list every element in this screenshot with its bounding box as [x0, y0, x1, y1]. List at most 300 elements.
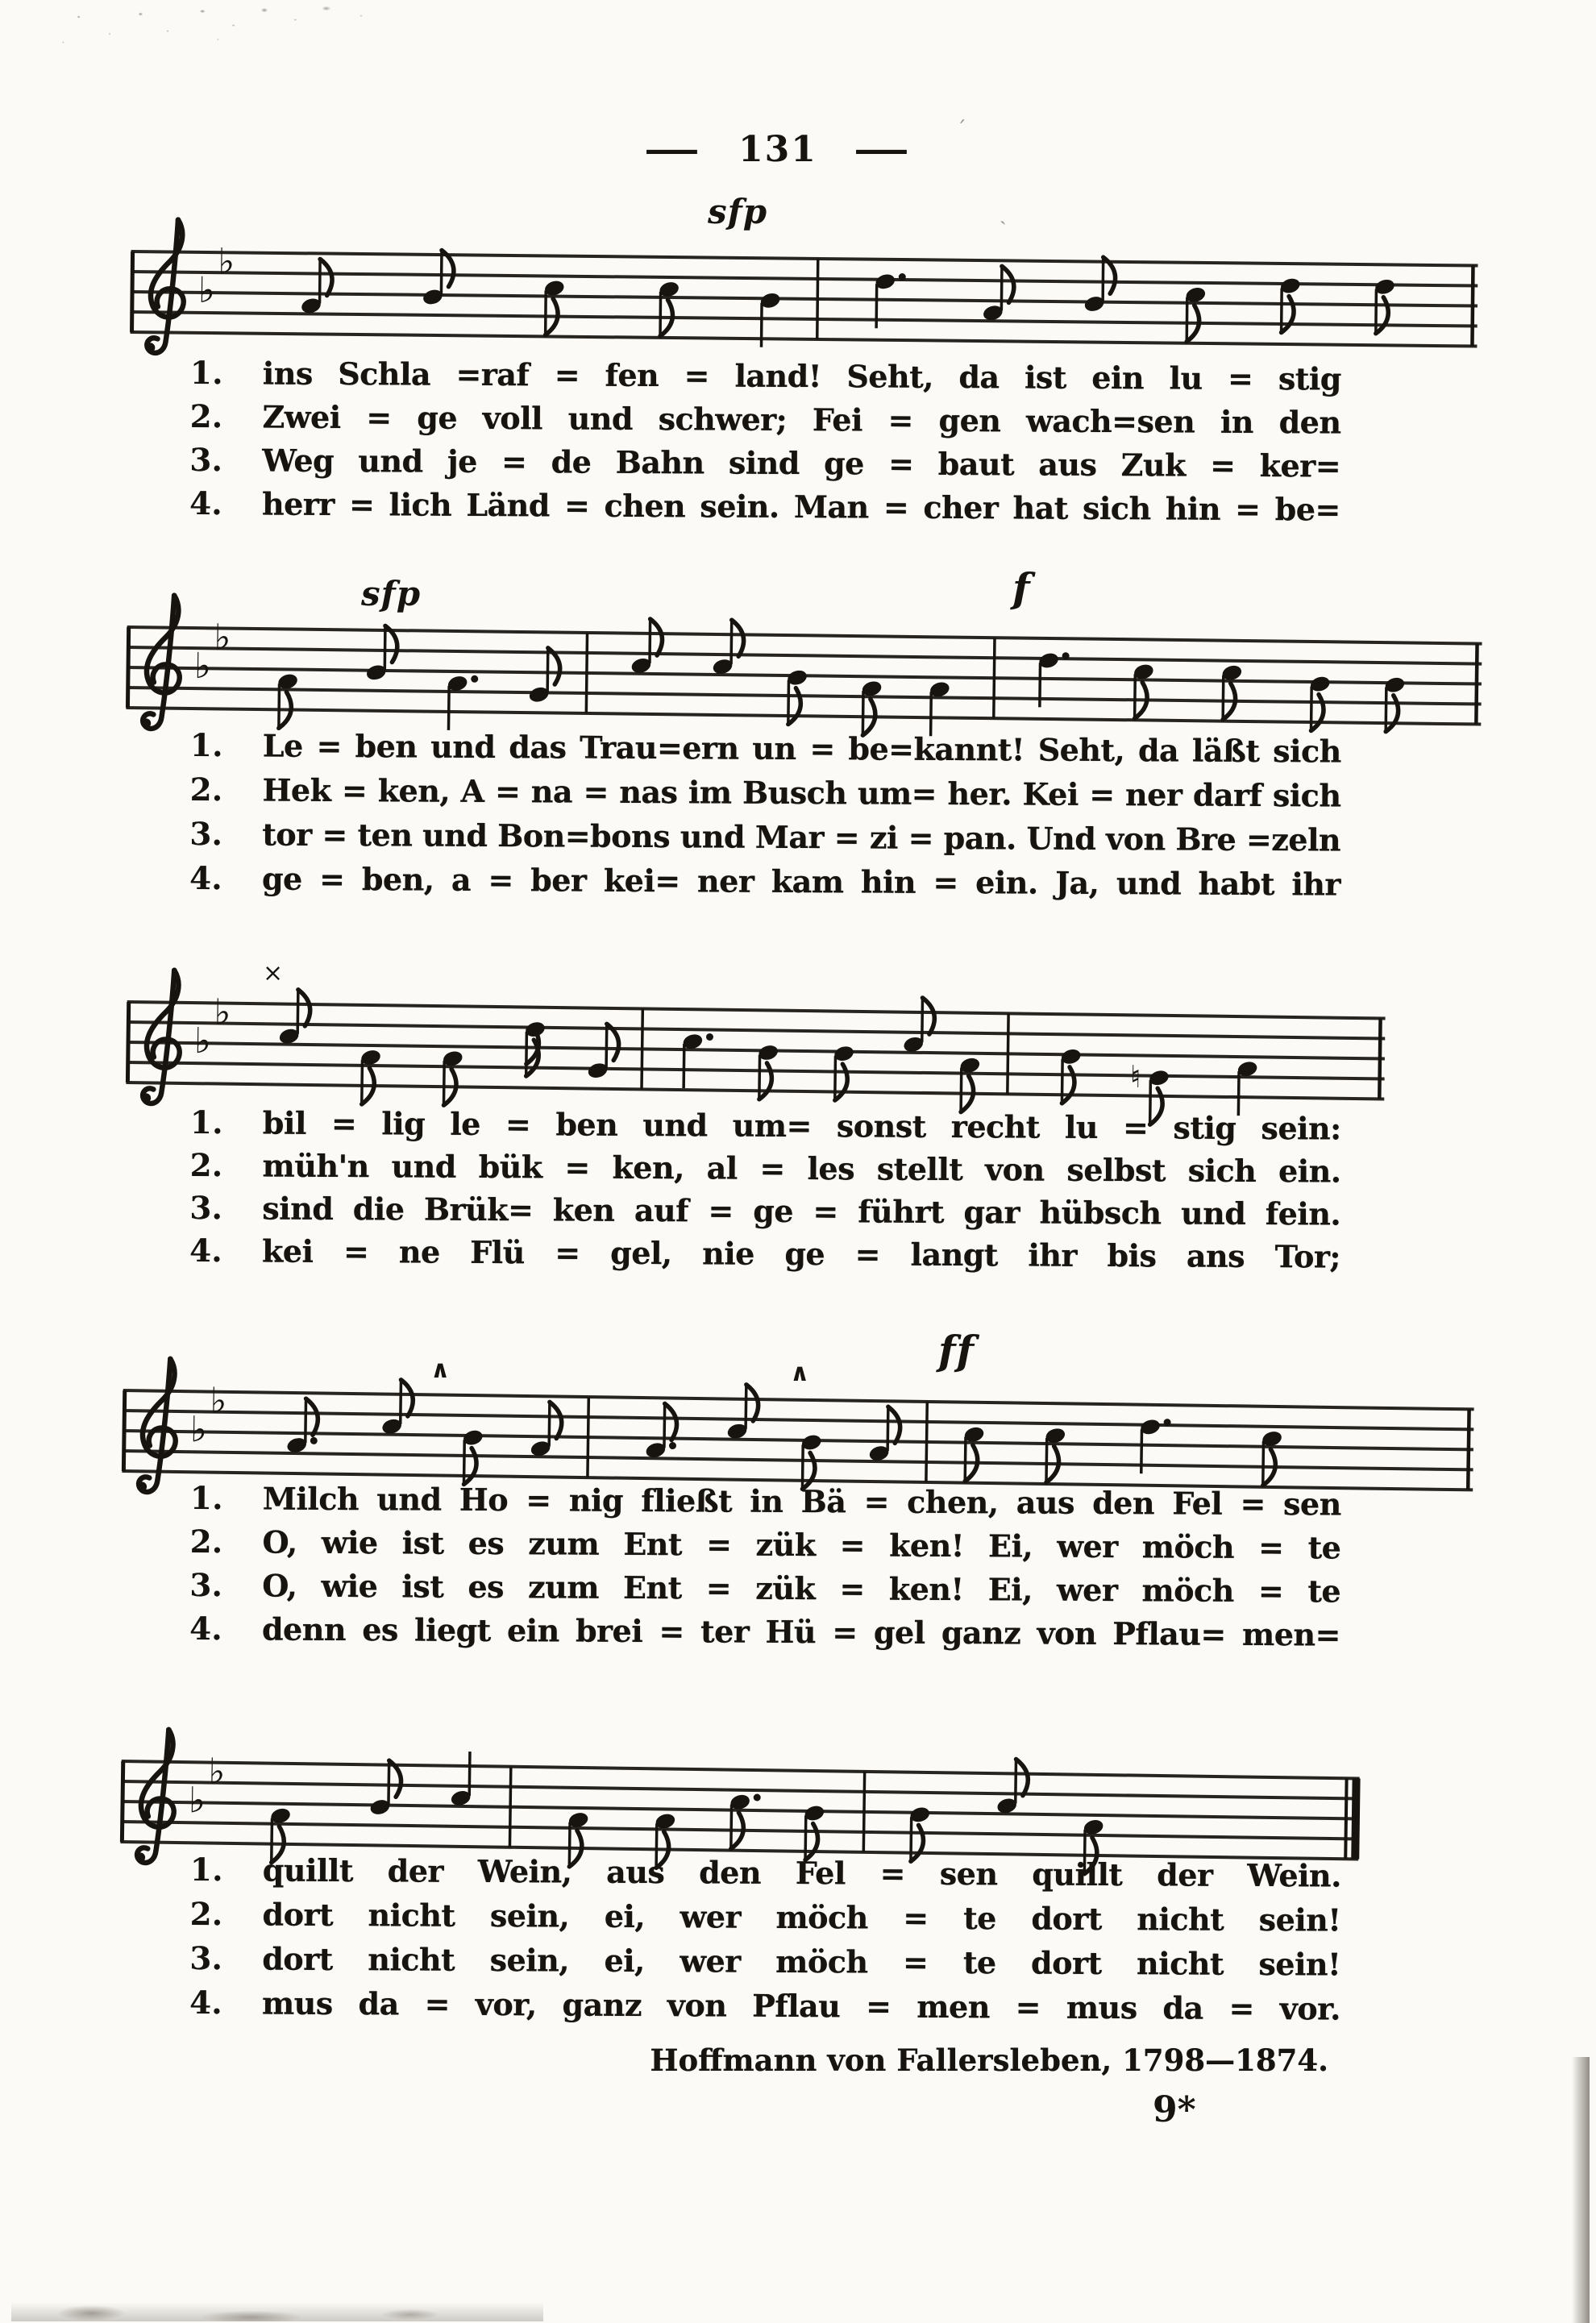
lyric-word: =: [863, 1483, 890, 1520]
note-flag: [664, 1403, 677, 1440]
lyric-word: von: [667, 1987, 727, 2024]
lyric-word: es: [468, 1568, 505, 1606]
lyric-word: =: [348, 486, 375, 523]
lyric-word: sen: [939, 1855, 998, 1893]
lyric-word: ge: [261, 860, 302, 897]
note-flag: [401, 1380, 414, 1416]
end-barline: [1379, 1018, 1380, 1099]
lyric-word: a: [451, 861, 472, 898]
lyric-word: dort: [1031, 1900, 1103, 1937]
lyric-word: den: [699, 1854, 762, 1891]
flat-sign-icon: ♭: [218, 241, 235, 283]
eighth-note-icon: [1083, 257, 1115, 314]
lyric-word: Seht,: [1037, 731, 1125, 769]
system-start-barline: [127, 1002, 128, 1083]
staff-line: [131, 251, 1478, 265]
lyric-words: [263, 1481, 1341, 1523]
eighth-note-icon: [586, 1024, 619, 1080]
staff-line: [127, 1022, 1385, 1038]
lyric-word: =: [501, 443, 527, 480]
lyric-word: das: [509, 729, 567, 766]
lyric-word: =: [887, 401, 914, 438]
verse-number: 4.: [189, 1610, 222, 1648]
lyric-word: A: [460, 772, 484, 809]
lyric-line: [185, 1896, 1361, 1944]
lyric-word: wie: [321, 1523, 378, 1561]
lyric-line: [185, 442, 1361, 490]
lyric-word: =: [1122, 1109, 1149, 1146]
lyric-word: te: [963, 1900, 997, 1937]
lyric-word: habt: [1198, 865, 1275, 903]
lyric-word: Wein.: [1247, 1856, 1341, 1894]
lyric-word: =zeln: [1245, 821, 1341, 858]
lyric-line: [185, 771, 1361, 820]
lyric-word: der: [387, 1852, 444, 1889]
barline: [817, 259, 818, 339]
lyric-word: =: [1227, 359, 1253, 397]
lyric-words: [262, 1191, 1340, 1232]
note-flag: [759, 1063, 772, 1099]
verse-number: 1.: [189, 1480, 223, 1518]
lyric-word: =raf: [455, 355, 530, 393]
page-number-dash: —: [643, 129, 703, 170]
lyric-word: möch: [775, 1898, 868, 1936]
eighth-note-icon: [1260, 1429, 1283, 1486]
lyric-word: tor: [262, 816, 312, 853]
eighth-note-icon: [441, 1049, 464, 1105]
barline: [926, 1402, 927, 1482]
lyric-word: Weg: [262, 442, 335, 479]
lyric-word: sind: [728, 444, 800, 481]
lyric-word: Länd: [466, 486, 551, 524]
lyric-word: men=: [1241, 1615, 1341, 1653]
lyric-words: [262, 772, 1340, 814]
lyric-word: ihr: [1028, 1236, 1078, 1274]
lyric-word: chen: [604, 487, 686, 525]
lyrics-block-4: [185, 1480, 1362, 1672]
lyric-words: [263, 728, 1341, 770]
flat-sign-icon: ♭: [189, 1409, 208, 1451]
verse-number: 3.: [189, 442, 223, 480]
end-barline: [1476, 643, 1477, 724]
eighth-note-icon: [542, 279, 566, 335]
quarter-note-icon: [1236, 1059, 1259, 1116]
verse-number: 4.: [189, 860, 222, 898]
note-flag: [549, 1402, 562, 1438]
lyric-word: zük: [755, 1526, 816, 1564]
lyric-word: =: [563, 487, 590, 524]
lyric-words: [262, 486, 1340, 528]
eighth-note-icon: [860, 679, 883, 735]
staff-line: [127, 1062, 1385, 1078]
eighth-note-icon: [867, 1407, 900, 1463]
lyric-word: Zwei: [262, 398, 341, 436]
eighth-note-icon: [300, 259, 332, 315]
lyric-word: im: [688, 774, 732, 811]
lyric-word: nig: [568, 1481, 624, 1519]
lyric-word: ben: [555, 1106, 618, 1143]
lyric-word: fließt: [641, 1481, 733, 1519]
staff-line: [122, 1761, 1360, 1778]
lyric-word: und: [1116, 865, 1182, 902]
lyric-word: kei=: [603, 862, 680, 900]
scan-speckle-artifact: [32, 0, 419, 56]
flat-sign-icon: ♭: [214, 991, 231, 1033]
lyric-line: [185, 1940, 1361, 1988]
lyric-word: und: [642, 1106, 708, 1144]
augmentation-dot: [310, 1437, 318, 1444]
lyric-word: es: [468, 1524, 505, 1562]
lyric-word: bil: [262, 1104, 306, 1141]
lyric-word: liegt: [414, 1611, 491, 1648]
lyric-word: da: [358, 1985, 399, 2022]
barline: [586, 633, 587, 713]
lyric-word: ner: [696, 862, 754, 900]
lyric-word: chen,: [907, 1483, 999, 1521]
lyric-word: =: [933, 863, 958, 901]
lyric-word: fen: [605, 356, 659, 394]
lyric-word: führt: [858, 1193, 945, 1230]
flat-sign-icon: ♭: [197, 269, 216, 312]
flat-sign-icon: ♭: [208, 1751, 226, 1793]
eighth-note-icon: [982, 266, 1014, 322]
lyric-word: sich: [1272, 777, 1341, 814]
lyric-word: vor,: [475, 1985, 537, 2023]
lyric-word: gen: [938, 401, 1001, 439]
quarter-note-icon: [446, 674, 478, 730]
note-flag: [1376, 297, 1389, 334]
lyrics-block-1: [185, 355, 1362, 546]
lyric-word: zük: [755, 1569, 816, 1607]
augmentation-dot: [471, 675, 478, 683]
lyric-word: brei: [575, 1612, 643, 1649]
lyric-word: te: [1307, 1529, 1341, 1566]
lyric-word: wer: [680, 1943, 741, 1980]
lyric-word: =: [564, 1149, 590, 1186]
lyric-word: her.: [947, 775, 1012, 812]
note-flag: [1062, 1067, 1074, 1103]
dynamic-marking: ×: [263, 959, 284, 987]
staff-line: [127, 627, 1482, 644]
barline: [994, 638, 995, 718]
lyric-word: und: [376, 1481, 442, 1518]
lyric-word: =: [659, 1613, 684, 1650]
lyric-word: Wein,: [477, 1852, 572, 1890]
lyric-word: Hü: [765, 1613, 817, 1651]
lyric-line: [185, 1567, 1361, 1615]
lyric-word: kam: [771, 862, 844, 900]
verse-number: 2.: [189, 1896, 223, 1934]
natural-sign-icon: ♮: [1129, 1058, 1141, 1095]
barline: [509, 1767, 510, 1847]
lyric-word: ins: [262, 355, 313, 392]
note-flag: [922, 998, 935, 1034]
lyric-word: sein,: [489, 1941, 570, 1979]
lyric-word: gel: [873, 1614, 925, 1651]
lyric-word: =: [554, 356, 580, 393]
lyric-word: pan.: [943, 819, 1016, 857]
lyric-word: =: [908, 819, 934, 856]
lyric-line: [185, 398, 1361, 447]
lyric-word: =: [366, 399, 392, 436]
lyric-word: müh'n: [262, 1147, 369, 1185]
lyric-word: Milch: [262, 1480, 360, 1518]
lyric-word: der: [1157, 1856, 1213, 1893]
lyric-words: [262, 1148, 1340, 1190]
verse-number: 3.: [189, 1940, 223, 1978]
lyric-word: mus: [261, 1984, 333, 2022]
staff-line: [131, 292, 1478, 305]
lyric-word: denn: [261, 1610, 347, 1648]
lyric-word: wach=sen: [1026, 402, 1195, 440]
lyric-word: =: [1089, 775, 1115, 813]
lyric-word: al: [706, 1149, 738, 1186]
lyric-words: [262, 1233, 1340, 1275]
eighth-note-icon: [711, 620, 744, 676]
lyric-word: um=: [857, 775, 937, 812]
lyric-word: ben: [355, 728, 418, 765]
accent-mark: ∧: [430, 1356, 451, 1384]
final-barline: [1345, 1778, 1346, 1859]
lyric-word: dort: [262, 1940, 333, 1977]
lyric-word: ist: [401, 1568, 444, 1605]
verse-number: 2.: [189, 1147, 223, 1185]
lyric-word: in: [1220, 403, 1254, 440]
note-flag: [887, 1407, 900, 1443]
flat-sign-icon: ♭: [214, 617, 231, 659]
lyric-word: voll: [482, 399, 543, 437]
lyric-word: sich: [1082, 489, 1151, 527]
verse-number: 3.: [189, 1190, 223, 1228]
eighth-note-icon: [276, 672, 299, 729]
note-flag: [1001, 266, 1014, 302]
lyric-word: aus: [1038, 446, 1097, 483]
lyric-word: ker=: [1259, 447, 1341, 484]
lyric-word: =: [319, 860, 345, 898]
eighth-note-icon: [1043, 1426, 1066, 1482]
note-flag: [650, 619, 663, 655]
lyric-word: quillt: [1032, 1855, 1123, 1893]
lyric-word: =: [809, 730, 835, 767]
lyric-word: ter: [700, 1613, 750, 1650]
quarter-note-icon: [681, 1032, 713, 1088]
lyric-words: [262, 817, 1340, 858]
staff-line: [123, 1390, 1474, 1409]
lyric-word: Flü: [470, 1233, 525, 1271]
lyric-line: [185, 1147, 1361, 1195]
lyric-word: =: [330, 1104, 357, 1142]
verse-number: 4.: [189, 485, 222, 523]
lyric-word: ein.: [1278, 1153, 1341, 1190]
lyric-word: =: [1210, 447, 1236, 484]
lyric-word: ganz: [562, 1986, 642, 2023]
lyric-word: =: [555, 1234, 580, 1271]
lyric-word: gel,: [610, 1234, 672, 1272]
lyric-line: [185, 1104, 1362, 1153]
system-start-barline: [127, 627, 128, 708]
lyric-word: Bon=bons: [497, 817, 671, 855]
lyric-line: [185, 1984, 1361, 2033]
lyric-word: =: [424, 1985, 451, 2022]
note-flag: [746, 1385, 759, 1421]
system-start-barline: [123, 1390, 124, 1471]
system-start-barline: [122, 1761, 123, 1842]
scan-edge-shadow: [1572, 2057, 1590, 2323]
lyric-word: Bre: [1175, 821, 1236, 858]
lyric-word: mus: [1066, 1988, 1137, 2026]
eighth-note-icon: [285, 1398, 318, 1455]
lyric-word: Ent: [622, 1569, 682, 1606]
lyric-word: den: [1278, 404, 1341, 441]
staff-line: [127, 1042, 1385, 1058]
lyric-word: ge: [753, 1192, 794, 1229]
lyric-word: nie: [702, 1235, 755, 1272]
lyric-word: und: [391, 1148, 457, 1185]
dynamic-marking: sfp: [361, 574, 422, 613]
lyric-words: [262, 861, 1340, 903]
lyric-word: da: [1137, 732, 1179, 769]
lyric-word: aus: [606, 1853, 665, 1891]
lyric-word: Zuk: [1120, 447, 1187, 484]
lyric-word: Pflau=: [1112, 1615, 1226, 1652]
lyric-words: [262, 1985, 1340, 2027]
lyric-word: ans: [1186, 1237, 1245, 1274]
lyric-word: und: [680, 818, 746, 855]
lyric-word: =: [583, 773, 609, 810]
lyric-word: =: [708, 1192, 734, 1229]
lyric-word: =: [705, 1569, 732, 1606]
lyric-word: =: [488, 861, 513, 899]
barline: [863, 1772, 864, 1852]
staff-line: [127, 1002, 1386, 1018]
lyric-word: von: [1105, 820, 1166, 858]
lyric-word: Hek: [262, 771, 331, 808]
lyric-word: Fel: [795, 1854, 846, 1892]
dynamic-marking: ˏ: [1000, 202, 1007, 226]
augmentation-dot: [706, 1033, 713, 1041]
lyric-word: Seht,: [846, 358, 934, 395]
lyric-word: Tor;: [1274, 1238, 1341, 1275]
lyric-word: stig: [1173, 1109, 1236, 1146]
lyric-word: =: [494, 773, 521, 810]
lyric-word: darf: [1192, 776, 1262, 813]
lyric-word: und: [358, 443, 423, 480]
lyric-word: te: [1307, 1573, 1341, 1610]
lyric-word: Ja,: [1055, 864, 1099, 901]
flat-sign-icon: ♭: [188, 1780, 206, 1822]
lyric-word: auf: [634, 1191, 689, 1229]
lyric-word: möch: [1141, 1572, 1234, 1609]
lyric-word: men: [916, 1988, 991, 2026]
note-flag: [1282, 296, 1295, 332]
page-number: [0, 129, 1556, 170]
verse-number: 4.: [189, 1232, 222, 1270]
dynamic-marking: ff: [938, 1327, 975, 1374]
lyric-word: lig: [381, 1105, 426, 1142]
lyric-word: langt: [910, 1236, 999, 1274]
lyric-word: =: [866, 1988, 892, 2025]
staff-line: [123, 1451, 1473, 1469]
dynamic-marking: ˊ: [956, 118, 966, 142]
lyric-word: schwer;: [658, 401, 788, 438]
lyric-word: stig: [1278, 360, 1341, 397]
lyric-word: und: [1180, 1195, 1246, 1232]
lyric-word: je: [447, 443, 477, 480]
lyric-word: bük: [478, 1148, 542, 1186]
lyric-word: bis: [1107, 1236, 1157, 1274]
lyric-word: Kei: [1022, 775, 1079, 812]
lyric-word: un: [752, 729, 796, 767]
eighth-note-icon: [368, 1760, 401, 1817]
lyric-word: Schla: [338, 355, 431, 393]
lyric-word: =: [341, 772, 368, 809]
note-flag: [297, 990, 310, 1026]
lyric-word: um=: [732, 1107, 813, 1145]
verse-number: 1.: [189, 727, 223, 765]
lyric-word: dort: [262, 1896, 334, 1933]
lyric-word: sein!: [1258, 1901, 1341, 1939]
lyric-word: ein: [1091, 359, 1145, 397]
lyric-word: ganz: [941, 1614, 1021, 1652]
staff-line: [127, 647, 1482, 664]
lyric-word: ken,: [612, 1149, 685, 1186]
lyric-line: [185, 1610, 1361, 1659]
lyric-line: [185, 1851, 1362, 1900]
quarter-note-icon: [449, 1752, 472, 1808]
lyric-word: ben,: [361, 861, 434, 898]
lyric-line: [185, 1232, 1361, 1281]
augmentation-dot: [669, 1442, 676, 1449]
lyric-word: =: [832, 1614, 858, 1651]
staff-line: [126, 708, 1481, 725]
lyric-word: ken!: [888, 1570, 964, 1608]
lyric-line: [185, 485, 1361, 534]
lyric-words: [262, 1897, 1340, 1939]
note-flag: [1386, 696, 1399, 732]
eighth-note-icon: [359, 1048, 382, 1104]
lyric-word: sein!: [1258, 1945, 1341, 1983]
lyric-word: =: [706, 1526, 732, 1563]
staff-line: [127, 688, 1482, 704]
lyric-word: wer: [1057, 1527, 1118, 1565]
eighth-note-icon: [529, 1402, 562, 1458]
dynamic-marking: sfp: [708, 192, 768, 231]
eighth-note-icon: [630, 619, 663, 675]
lyric-word: stellt: [876, 1150, 963, 1188]
lyric-word: les: [807, 1150, 855, 1187]
lyric-word: ken!: [889, 1527, 965, 1565]
lyric-word: sich: [1187, 1152, 1257, 1189]
lyric-word: Busch: [742, 774, 847, 812]
eighth-note-icon: [728, 1793, 761, 1849]
lyric-word: hin: [860, 863, 916, 900]
lyric-word: zi: [869, 819, 899, 856]
lyric-word: möch: [775, 1943, 868, 1980]
lyric-word: selbst: [1066, 1151, 1166, 1189]
lyric-word: =: [316, 727, 342, 765]
note-flag: [305, 1398, 318, 1435]
augmentation-dot: [754, 1793, 761, 1801]
lyric-word: de: [551, 443, 592, 480]
verse-number: 1.: [189, 1104, 223, 1142]
verse-number: 1.: [189, 1851, 223, 1889]
eighth-note-icon: [527, 648, 560, 704]
lyric-word: =: [903, 1899, 929, 1936]
eighth-note-icon: [995, 1759, 1029, 1815]
lyric-word: =: [1258, 1528, 1284, 1566]
lyric-word: Und: [1026, 820, 1096, 857]
lyric-word: hübsch: [1039, 1194, 1162, 1232]
